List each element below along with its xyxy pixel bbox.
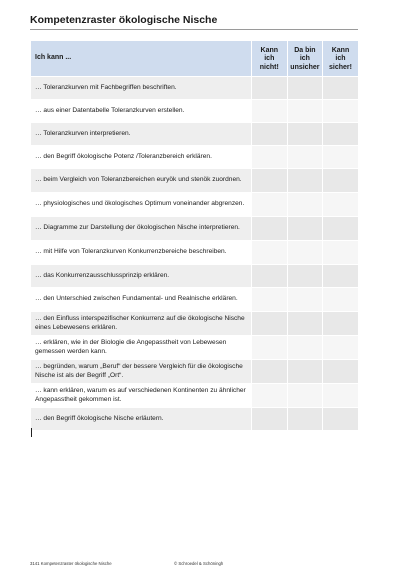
rating-cell-cannot[interactable] (252, 193, 288, 217)
header-sure (323, 41, 359, 77)
page-title: Kompetenzraster ökologische Nische (30, 14, 218, 26)
rating-cell-sure[interactable] (323, 336, 359, 360)
rating-cell-unsure[interactable] (287, 312, 323, 336)
competence-table (30, 40, 359, 431)
rating-cell-sure[interactable] (323, 360, 359, 384)
competence-statement: … kann erklären, warum es auf verschiedenen Kontinenten zu ähnlicher Angepasstheit gekommen ist. (31, 384, 252, 408)
rating-cell-cannot[interactable] (252, 217, 288, 241)
rating-cell-unsure[interactable] (287, 193, 323, 217)
header-cannot-line2: ich (264, 55, 275, 63)
table-row (31, 360, 359, 384)
table-row (31, 77, 359, 100)
competence-statement: … das Konkurrenzausschlussprinzip erklären. (31, 265, 252, 288)
rating-cell-cannot[interactable] (252, 312, 288, 336)
rating-cell-sure[interactable] (323, 193, 359, 217)
table-row (31, 384, 359, 408)
rating-cell-sure[interactable] (323, 408, 359, 431)
rating-cell-unsure[interactable] (287, 146, 323, 169)
header-sure-line2: ich (335, 55, 346, 63)
competence-statement: … den Unterschied zwischen Fundamental- und Realnische erklären. (31, 288, 252, 312)
table-row (31, 123, 359, 146)
header-statement: Ich kann ... (31, 41, 252, 77)
rating-cell-cannot[interactable] (252, 77, 288, 100)
header-cannot-line3: nicht! (259, 63, 279, 71)
rating-cell-unsure[interactable] (287, 217, 323, 241)
rating-cell-unsure[interactable] (287, 408, 323, 431)
competence-statement: … Toleranzkurven interpretieren. (31, 123, 252, 146)
rating-cell-sure[interactable] (323, 77, 359, 100)
competence-statement: … beim Vergleich von Toleranzbereichen euryök und stenök zuordnen. (31, 169, 252, 193)
rating-cell-unsure[interactable] (287, 336, 323, 360)
table-row (31, 193, 359, 217)
rating-cell-unsure[interactable] (287, 100, 323, 123)
rating-cell-unsure[interactable] (287, 265, 323, 288)
competence-statement: … physiologisches und ökologisches Optimum voneinander abgrenzen. (31, 193, 252, 217)
header-cannot-line1: Kann (260, 46, 279, 54)
rating-cell-sure[interactable] (323, 169, 359, 193)
rating-cell-cannot[interactable] (252, 123, 288, 146)
competence-statement: … mit Hilfe von Toleranzkurven Konkurrenzbereiche beschreiben. (31, 241, 252, 265)
header-cannot (252, 41, 288, 77)
rating-cell-cannot[interactable] (252, 169, 288, 193)
table-row (31, 100, 359, 123)
rating-cell-cannot[interactable] (252, 360, 288, 384)
rating-cell-cannot[interactable] (252, 100, 288, 123)
rating-cell-unsure[interactable] (287, 169, 323, 193)
header-unsure-line2: ich (299, 55, 310, 63)
table-row (31, 408, 359, 431)
table-row (31, 217, 359, 241)
rating-cell-unsure[interactable] (287, 384, 323, 408)
competence-statement: … begründen, warum „Beruf“ der bessere Vergleich für die ökologische Nische ist als der Begriff „Ort“. (31, 360, 252, 384)
rating-cell-cannot[interactable] (252, 288, 288, 312)
title-divider (30, 29, 358, 30)
footer-document-info: 3141 Kompetenzraster ökologische Nische (30, 561, 112, 566)
rating-cell-cannot[interactable] (252, 241, 288, 265)
table-row (31, 312, 359, 336)
rating-cell-sure[interactable] (323, 100, 359, 123)
header-unsure (287, 41, 323, 77)
table-row (31, 336, 359, 360)
rating-cell-sure[interactable] (323, 146, 359, 169)
rating-cell-cannot[interactable] (252, 265, 288, 288)
header-unsure-line1: Da bin (294, 46, 316, 54)
competence-statement: … den Begriff ökologische Nische erläutern. (31, 408, 252, 431)
rating-cell-unsure[interactable] (287, 123, 323, 146)
rating-cell-cannot[interactable] (252, 336, 288, 360)
rating-cell-cannot[interactable] (252, 408, 288, 431)
competence-statement: … den Begriff ökologische Potenz /Toleranzbereich erklären. (31, 146, 252, 169)
rating-cell-unsure[interactable] (287, 77, 323, 100)
table-row (31, 265, 359, 288)
table-row (31, 169, 359, 193)
table-row (31, 146, 359, 169)
table-row (31, 288, 359, 312)
table-header-row (31, 41, 359, 77)
rating-cell-cannot[interactable] (252, 384, 288, 408)
rating-cell-sure[interactable] (323, 384, 359, 408)
header-sure-line3: sicher! (329, 63, 352, 71)
rating-cell-sure[interactable] (323, 241, 359, 265)
competence-statement: … aus einer Datentabelle Toleranzkurven erstellen. (31, 100, 252, 123)
rating-cell-sure[interactable] (323, 217, 359, 241)
text-cursor (31, 428, 32, 437)
footer-copyright: © Schroedel & Schöningh (174, 561, 224, 566)
rating-cell-unsure[interactable] (287, 288, 323, 312)
competence-statement: … erklären, wie in der Biologie die Angepasstheit von Lebewesen gemessen werden kann. (31, 336, 252, 360)
rating-cell-sure[interactable] (323, 312, 359, 336)
rating-cell-sure[interactable] (323, 123, 359, 146)
header-unsure-line3: unsicher (290, 63, 320, 71)
header-sure-line1: Kann (331, 46, 350, 54)
rating-cell-cannot[interactable] (252, 146, 288, 169)
rating-cell-sure[interactable] (323, 288, 359, 312)
rating-cell-unsure[interactable] (287, 241, 323, 265)
competence-statement: … Diagramme zur Darstellung der ökologischen Nische interpretieren. (31, 217, 252, 241)
table-row (31, 241, 359, 265)
rating-cell-sure[interactable] (323, 265, 359, 288)
competence-statement: … den Einfluss interspezifischer Konkurrenz auf die ökologische Nische eines Lebewesens erklären. (31, 312, 252, 336)
rating-cell-unsure[interactable] (287, 360, 323, 384)
competence-statement: … Toleranzkurven mit Fachbegriffen beschriften. (31, 77, 252, 100)
